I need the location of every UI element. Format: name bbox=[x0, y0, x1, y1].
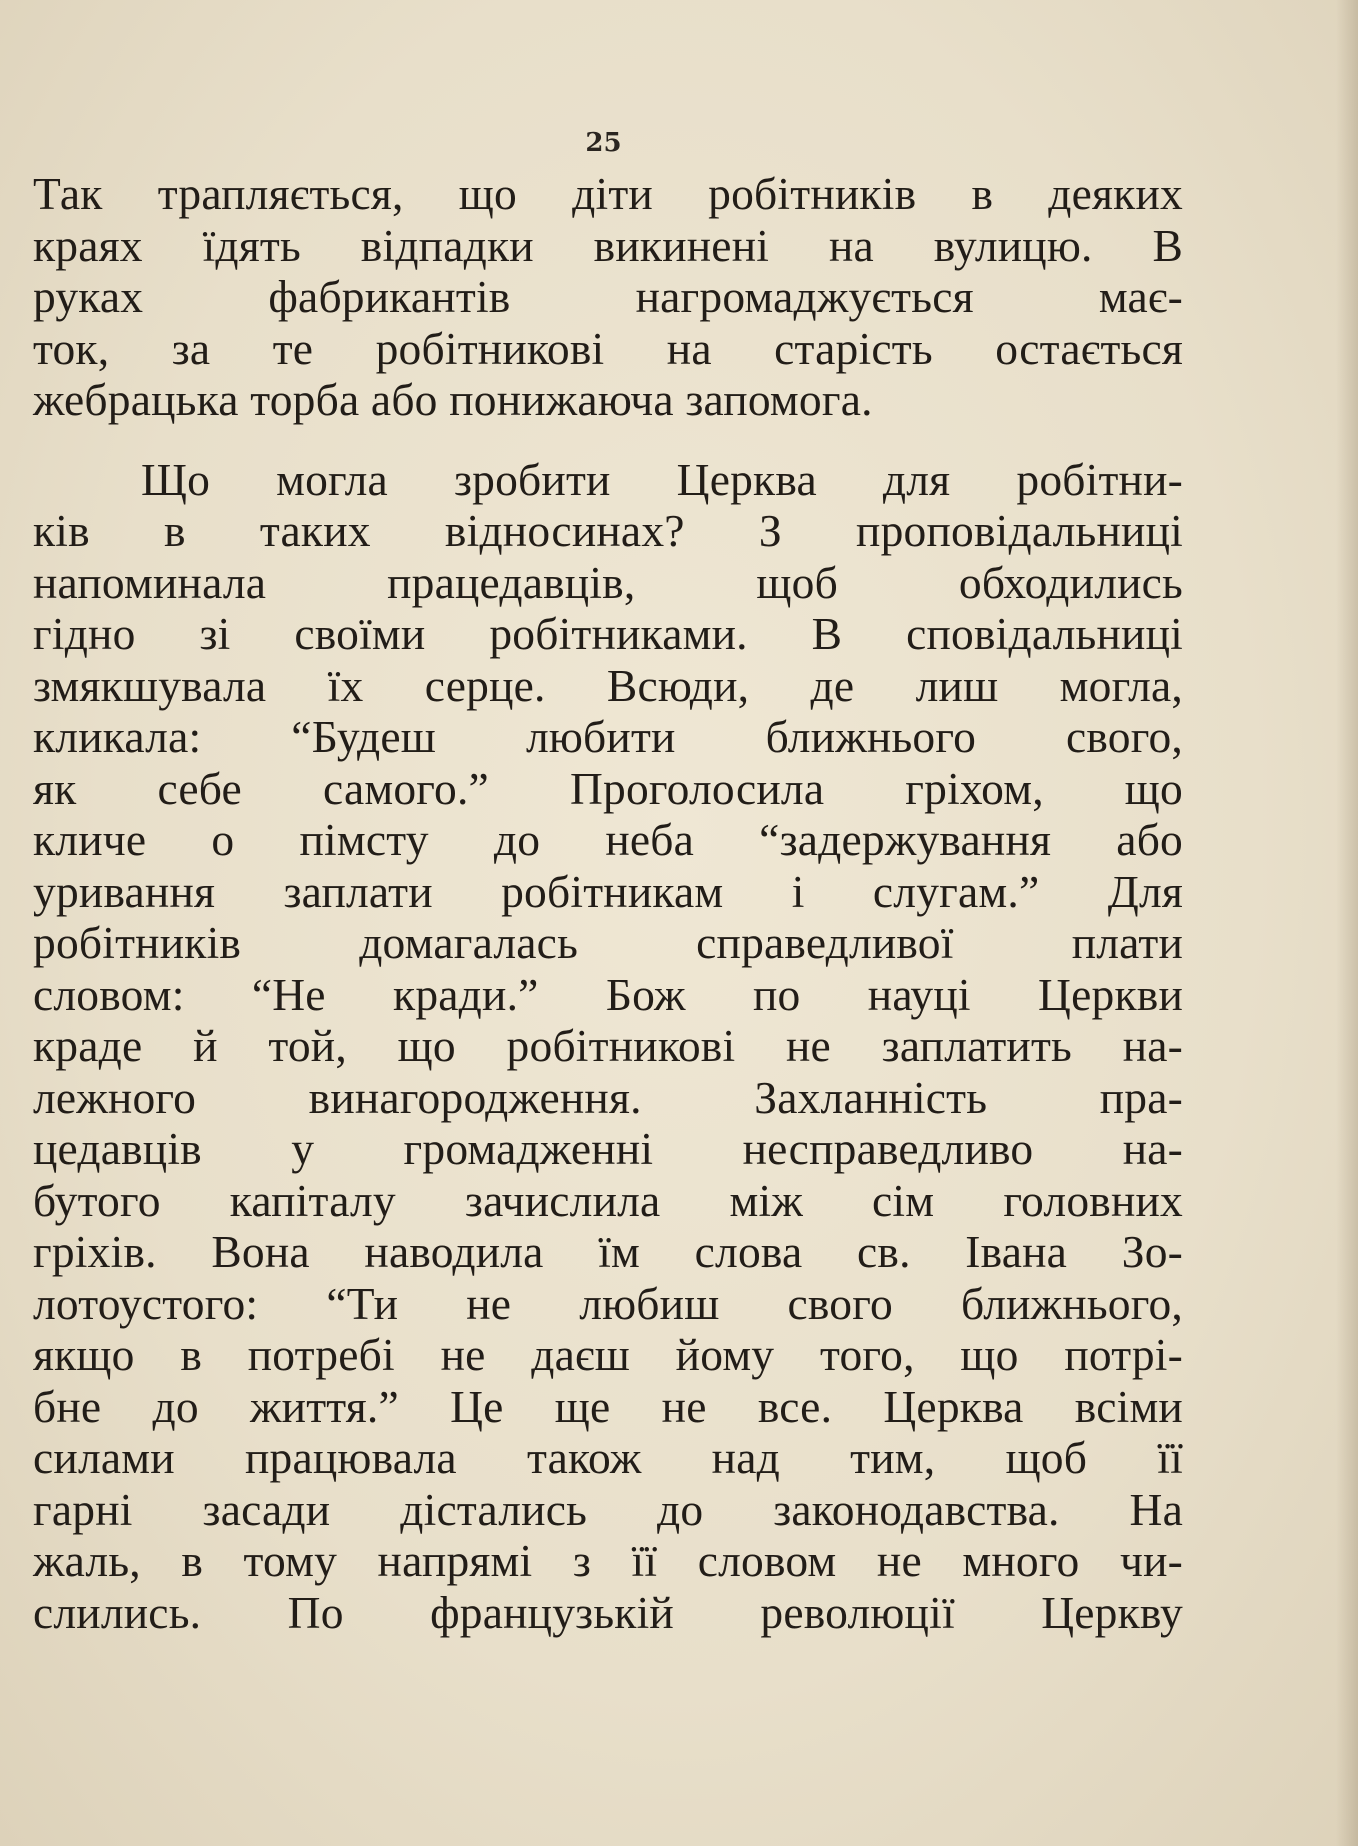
text-line: кликала: “Будеш любити ближнього свого, bbox=[33, 711, 1183, 762]
text-line: ків в таких відносинах? З проповідальниці bbox=[33, 505, 1183, 556]
text-line: слились. По французькій революції Церкву bbox=[33, 1586, 1183, 1638]
text-line: Так трапляється, що діти робітників в деяких bbox=[33, 168, 1183, 219]
text-line: ток, за те робітникові на старість остається bbox=[33, 322, 1183, 374]
text-line: краях їдять відпадки викинені на вулицю. В bbox=[33, 219, 1183, 271]
text-line: лежного винагородження. Захланність пра- bbox=[33, 1071, 1183, 1123]
text-line: цедавців у громадженні несправедливо на- bbox=[33, 1123, 1183, 1174]
text-line: гідно зі своїми робітниками. В сповідальниці bbox=[33, 608, 1183, 659]
text-line: жебрацька торба або понижаюча запомога. bbox=[33, 374, 873, 425]
text-line: якщо в потребі не даєш йому того, що потрі- bbox=[33, 1329, 1183, 1380]
text-line: як себе самого.” Проголосила гріхом, що bbox=[33, 762, 1183, 814]
text-line: словом: “Не кради.” Бож по науці Церкви bbox=[33, 968, 1183, 1020]
text-line: бне до життя.” Це ще не все. Церква всіми bbox=[33, 1380, 1183, 1432]
text-line: Що могла зробити Церква для робітни- bbox=[141, 453, 1183, 505]
text-line: уривання заплати робітникам і слугам.” Для bbox=[33, 865, 1183, 917]
text-line: кличе о пімсту до неба “задержування або bbox=[33, 814, 1183, 865]
text-line: напоминала працедавців, щоб обходились bbox=[33, 556, 1183, 608]
text-line: краде й той, що робітникові не заплатить на- bbox=[33, 1020, 1183, 1071]
text-line: гарні засади дістались до законодавства. На bbox=[33, 1483, 1183, 1535]
text-line: руках фабрикантів нагромаджується має- bbox=[33, 271, 1183, 322]
body-text bbox=[33, 168, 1183, 1638]
text-line: гріхів. Вона наводила їм слова св. Івана Зо- bbox=[33, 1226, 1183, 1277]
paragraph-2 bbox=[33, 454, 1183, 1639]
page-edge-shadow bbox=[1336, 0, 1358, 1846]
paragraph-1 bbox=[33, 168, 1183, 426]
text-line: жаль, в тому напрямі з її словом не много чи- bbox=[33, 1535, 1183, 1586]
page-number: 25 bbox=[585, 128, 622, 158]
text-line: лотоустого: “Ти не любиш свого ближнього, bbox=[33, 1277, 1183, 1329]
text-line: силами працювала також над тим, щоб її bbox=[33, 1432, 1183, 1483]
text-line: робітників домагалась справедливої плати bbox=[33, 917, 1183, 968]
text-line: змякшувала їх серце. Всюди, де лиш могла, bbox=[33, 659, 1183, 711]
text-line: бутого капіталу зачислила між сім головних bbox=[33, 1174, 1183, 1226]
